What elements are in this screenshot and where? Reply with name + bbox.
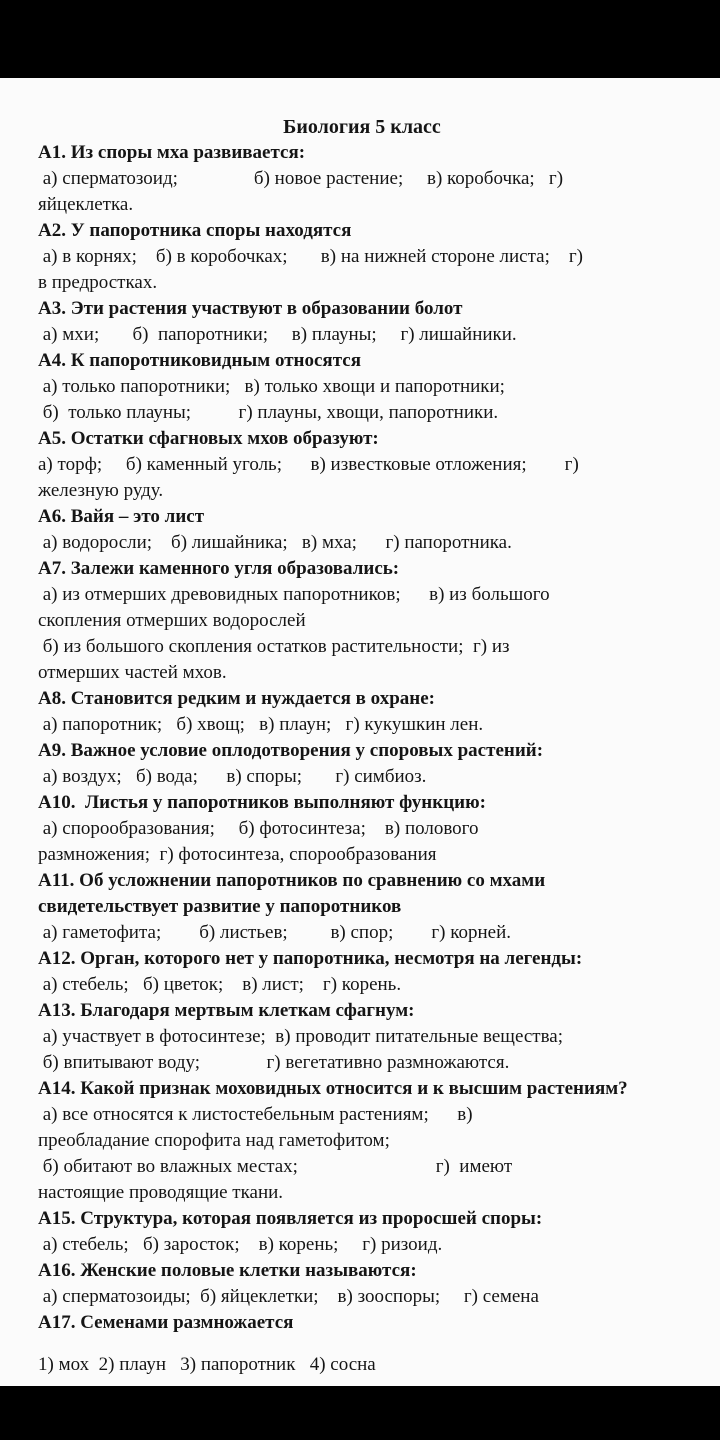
question-line: А16. Женские половые клетки называются: (38, 1260, 417, 1281)
question-block (38, 1258, 686, 1310)
question-line: А15. Структура, которая появляется из проросшей споры: (38, 1208, 543, 1229)
question-line: А14. Какой признак моховидных относится и к высшим растениям? (38, 1078, 628, 1099)
footer-answer-options: 1) мох 2) плаун 3) папоротник 4) сосна (38, 1354, 376, 1375)
question-block (38, 998, 686, 1076)
answer-line: а) спорообразования; б) фотосинтеза; в) полового (38, 818, 479, 839)
answer-line: а) стебель; б) цветок; в) лист; г) корень. (38, 974, 402, 995)
question-block (38, 504, 686, 556)
question-block (38, 946, 686, 998)
top-black-bar (0, 0, 720, 78)
document-title: Биология 5 класс (283, 116, 441, 138)
answer-line: а) только папоротники; в) только хвощи и папоротники; (38, 376, 505, 397)
question-line: А9. Важное условие оплодотворения у споровых растений: (38, 740, 544, 761)
answer-line: железную руду. (38, 480, 164, 501)
question-line: А10. Листья у папоротников выполняют функцию: (38, 792, 486, 813)
question-line: А8. Становится редким и нуждается в охране: (38, 688, 435, 709)
answer-line: скопления отмерших водорослей (38, 610, 306, 631)
question-block (38, 1310, 686, 1336)
question-line: А12. Орган, которого нет у папоротника, несмотря на легенды: (38, 948, 583, 969)
answer-line: а) гаметофита; б) листьев; в) спор; г) корней. (38, 922, 512, 943)
question-block (38, 348, 686, 426)
answer-line: а) стебель; б) заросток; в) корень; г) ризоид. (38, 1234, 443, 1255)
answer-line: а) в корнях; б) в коробочках; в) на нижней стороне листа; г) (38, 246, 583, 267)
question-block (38, 686, 686, 738)
question-line: А2. У папоротника споры находятся (38, 220, 352, 241)
answer-line: б) из большого скопления остатков растительности; г) из (38, 636, 510, 657)
answer-line: размножения; г) фотосинтеза, спорообразования (38, 844, 437, 865)
answer-line: а) водоросли; б) лишайника; в) мха; г) папоротника. (38, 532, 512, 553)
question-line: А6. Вайя – это лист (38, 506, 205, 527)
question-line: А3. Эти растения участвуют в образовании болот (38, 298, 463, 319)
question-line: А11. Об усложнении папоротников по сравнению со мхами (38, 870, 546, 891)
question-block (38, 296, 686, 348)
answer-line: настоящие проводящие ткани. (38, 1182, 284, 1203)
question-line: А1. Из споры мха развивается: (38, 142, 306, 163)
question-block (38, 140, 686, 218)
answer-line: а) торф; б) каменный уголь; в) известковые отложения; г) (38, 454, 579, 475)
question-block (38, 1206, 686, 1258)
answer-line: а) из отмерших древовидных папоротников; в) из большого (38, 584, 550, 605)
answer-line: а) папоротник; б) хвощ; в) плаун; г) кукушкин лен. (38, 714, 484, 735)
answer-line: а) сперматозоиды; б) яйцеклетки; в) зооспоры; г) семена (38, 1286, 539, 1307)
answer-line: яйцеклетка. (38, 194, 134, 215)
question-list (38, 140, 686, 1336)
question-line: А4. К папоротниковидным относятся (38, 350, 361, 371)
question-line: А17. Семенами размножается (38, 1312, 294, 1333)
answer-line: отмерших частей мхов. (38, 662, 227, 683)
question-line: свидетельствует развитие у папоротников (38, 896, 402, 917)
answer-line: а) мхи; б) папоротники; в) плауны; г) лишайники. (38, 324, 517, 345)
question-block (38, 1076, 686, 1206)
question-block (38, 426, 686, 504)
answer-line: а) все относятся к листостебельным растениям; в) (38, 1104, 473, 1125)
answer-line: а) сперматозоид; б) новое растение; в) коробочка; г) (38, 168, 564, 189)
answer-line: а) участвует в фотосинтезе; в) проводит питательные вещества; (38, 1026, 564, 1047)
question-block (38, 790, 686, 868)
question-block (38, 556, 686, 686)
answer-line: преобладание спорофита над гаметофитом; (38, 1130, 390, 1151)
answer-line: б) обитают во влажных местах; г) имеют (38, 1156, 513, 1177)
question-line: А7. Залежи каменного угля образовались: (38, 558, 400, 579)
answer-line: б) впитывают воду; г) вегетативно размножаются. (38, 1052, 510, 1073)
question-block (38, 218, 686, 296)
document-page (0, 78, 720, 1386)
bottom-black-bar (0, 1386, 720, 1440)
answer-line: в предростках. (38, 272, 158, 293)
question-line: А5. Остатки сфагновых мхов образуют: (38, 428, 379, 449)
question-line: А13. Благодаря мертвым клеткам сфагнум: (38, 1000, 415, 1021)
answer-line: б) только плауны; г) плауны, хвощи, папоротники. (38, 402, 499, 423)
question-block (38, 738, 686, 790)
answer-line: а) воздух; б) вода; в) споры; г) симбиоз. (38, 766, 427, 787)
question-block (38, 868, 686, 946)
